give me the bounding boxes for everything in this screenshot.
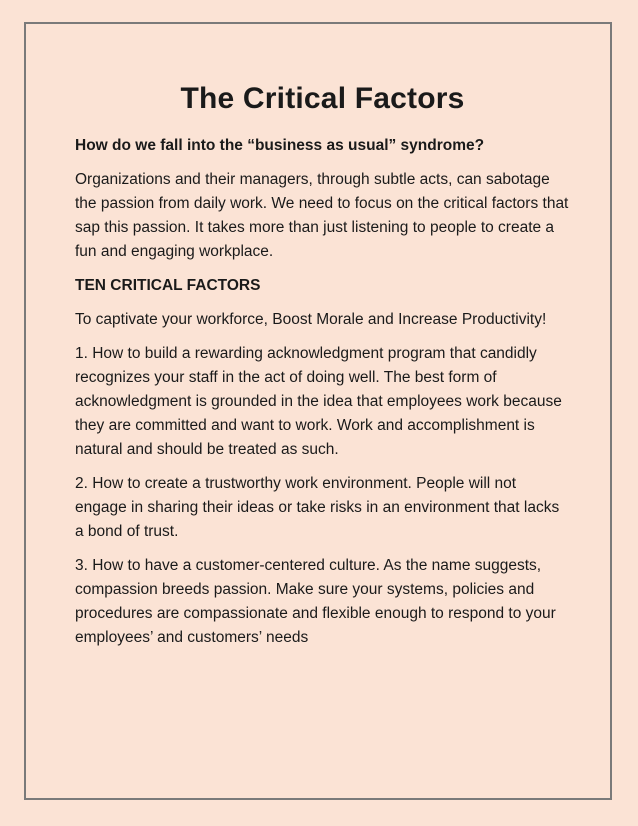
question-heading: How do we fall into the “business as usual” syndrome? (75, 137, 485, 154)
factor-item-1: 1. How to build a rewarding acknowledgment program that candidly recognizes your staff in the act of doing well. The best form of acknowledgment is grounded in the idea that employees work because they are committed and want to work. Work and accomplishment is natural and should be treated as such. (75, 345, 562, 458)
section-heading: TEN CRITICAL FACTORS (75, 277, 261, 294)
factor-item-2: 2. How to create a trustworthy work environment. People will not engage in sharing their ideas or take risks in an environment that lacks a bond of trust. (75, 475, 560, 540)
section-intro-paragraph: To captivate your workforce, Boost Morale and Increase Productivity! (75, 311, 547, 328)
factor-item-3: 3. How to have a customer-centered culture. As the name suggests, compassion breeds passion. Make sure your systems, policies and procedures are compassionate and flexible enough to respond to your employees’ and customers’ needs (75, 557, 556, 646)
intro-paragraph: Organizations and their managers, through subtle acts, can sabotage the passion from daily work. We need to focus on the critical factors that sap this passion. It takes more than just listening to people to create a fun and engaging workplace. (75, 171, 569, 260)
document-title: The Critical Factors (180, 82, 465, 115)
document-body (75, 76, 570, 660)
